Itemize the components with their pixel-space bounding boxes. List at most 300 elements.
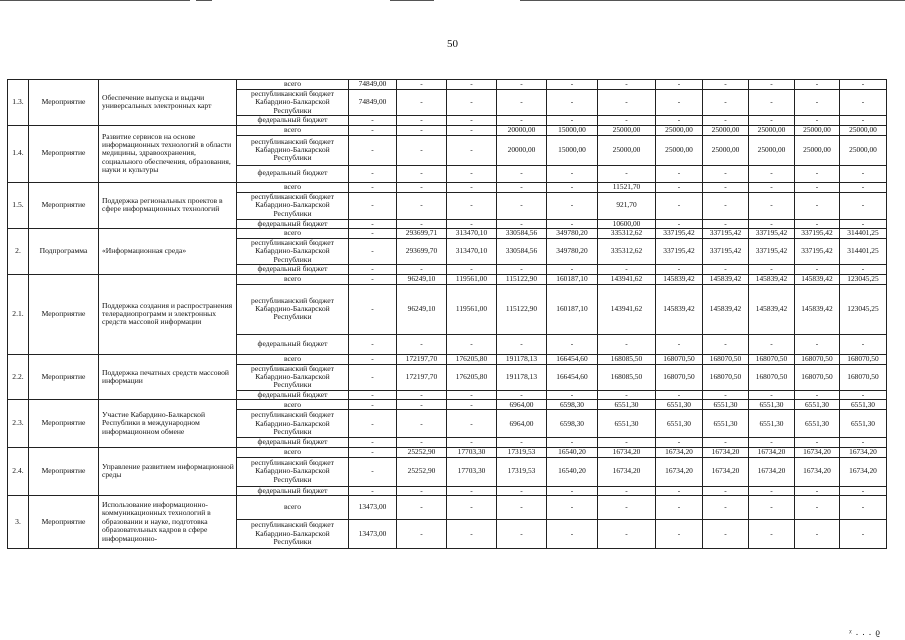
amount-cell: 335312,62 — [598, 229, 656, 239]
amount-cell: - — [598, 486, 656, 495]
funding-source: республиканский бюджет Кабардино-Балкарской Республики — [237, 192, 349, 219]
amount-cell: - — [349, 182, 397, 192]
row-number: 1.3. — [8, 80, 29, 126]
amount-cell: 25252,90 — [397, 457, 447, 486]
amount-cell: 6551,30 — [598, 400, 656, 410]
amount-cell: - — [397, 182, 447, 192]
amount-cell: 16540,20 — [547, 447, 598, 457]
amount-cell: 6551,30 — [840, 410, 887, 438]
measure-name: Развитие сервисов на основе информационных технологий в области медицины, здравоохранения, социального обеспечения, образования, науки и культуры — [99, 125, 237, 182]
funding-source: республиканский бюджет Кабардино-Балкарской Республики — [237, 457, 349, 486]
amount-cell: - — [447, 116, 497, 125]
measure-name: Поддержка создания и распространения телерадиопрограмм и электронных средств массовой информации — [99, 274, 237, 354]
amount-cell: - — [795, 219, 840, 228]
amount-cell: 191178,13 — [497, 354, 547, 364]
amount-cell: - — [795, 265, 840, 274]
amount-cell: 123045,25 — [840, 284, 887, 334]
amount-cell: 330584,56 — [497, 239, 547, 265]
amount-cell: - — [397, 400, 447, 410]
amount-cell: 74849,00 — [349, 90, 397, 116]
amount-cell: - — [497, 219, 547, 228]
amount-cell: - — [656, 182, 703, 192]
funding-source: федеральный бюджет — [237, 165, 349, 182]
amount-cell: - — [397, 334, 447, 354]
amount-cell: - — [397, 219, 447, 228]
amount-cell: - — [656, 116, 703, 125]
amount-cell: - — [447, 496, 497, 520]
amount-cell: 25000,00 — [598, 135, 656, 165]
amount-cell: 6551,30 — [795, 410, 840, 438]
amount-cell: - — [840, 80, 887, 90]
amount-cell: - — [598, 520, 656, 549]
amount-cell: 10600,00 — [598, 219, 656, 228]
amount-cell: 25000,00 — [749, 125, 795, 135]
amount-cell: - — [497, 90, 547, 116]
amount-cell: - — [397, 90, 447, 116]
table-row — [8, 125, 887, 135]
amount-cell: - — [795, 80, 840, 90]
table-body — [8, 80, 887, 549]
amount-cell: - — [795, 116, 840, 125]
amount-cell: 25000,00 — [656, 125, 703, 135]
amount-cell: 168070,50 — [656, 354, 703, 364]
table-row — [8, 182, 887, 192]
measure-name: Использование информационно-коммуникационных технологий в образовании и науке, подготовка образовательных кадров в сфере информационно- — [99, 496, 237, 549]
amount-cell: - — [547, 390, 598, 399]
measure-name: Поддержка региональных проектов в сфере информационных технологий — [99, 182, 237, 228]
amount-cell: - — [447, 90, 497, 116]
amount-cell: 166454,60 — [547, 364, 598, 390]
amount-cell: 168070,50 — [795, 364, 840, 390]
amount-cell: - — [795, 520, 840, 549]
amount-cell: - — [749, 265, 795, 274]
amount-cell: - — [397, 496, 447, 520]
amount-cell: 145839,42 — [656, 284, 703, 334]
amount-cell: 16734,20 — [703, 457, 749, 486]
funding-source: всего — [237, 80, 349, 90]
amount-cell: - — [547, 90, 598, 116]
amount-cell: - — [349, 447, 397, 457]
budget-table — [7, 79, 887, 549]
funding-source: всего — [237, 496, 349, 520]
amount-cell: - — [349, 486, 397, 495]
footer-mark: ᵡ . . . ϱ — [849, 627, 881, 637]
amount-cell: 313470,10 — [447, 239, 497, 265]
amount-cell: 16734,20 — [656, 447, 703, 457]
amount-cell: - — [349, 390, 397, 399]
amount-cell: - — [598, 496, 656, 520]
amount-cell: - — [656, 438, 703, 447]
funding-source: всего — [237, 125, 349, 135]
funding-source: республиканский бюджет Кабардино-Балкарской Республики — [237, 520, 349, 549]
amount-cell: 96249,10 — [397, 284, 447, 334]
funding-source: республиканский бюджет Кабардино-Балкарской Республики — [237, 239, 349, 265]
amount-cell: 74849,00 — [349, 80, 397, 90]
funding-source: всего — [237, 354, 349, 364]
amount-cell: - — [397, 116, 447, 125]
amount-cell: 6551,30 — [703, 400, 749, 410]
amount-cell: - — [656, 219, 703, 228]
amount-cell: - — [749, 192, 795, 219]
amount-cell: - — [703, 265, 749, 274]
amount-cell: 337195,42 — [703, 229, 749, 239]
amount-cell: - — [840, 90, 887, 116]
amount-cell: 123045,25 — [840, 274, 887, 284]
amount-cell: - — [840, 390, 887, 399]
amount-cell: 13473,00 — [349, 520, 397, 549]
amount-cell: - — [598, 390, 656, 399]
amount-cell: 168070,50 — [703, 364, 749, 390]
funding-source: всего — [237, 182, 349, 192]
amount-cell: 25252,90 — [397, 447, 447, 457]
amount-cell: - — [703, 334, 749, 354]
amount-cell: - — [598, 80, 656, 90]
amount-cell: - — [397, 520, 447, 549]
row-number: 2.2. — [8, 354, 29, 400]
amount-cell: 15000,00 — [547, 135, 598, 165]
amount-cell: 337195,42 — [656, 239, 703, 265]
top-scan-line — [0, 0, 190, 1]
amount-cell: 16734,20 — [598, 447, 656, 457]
amount-cell: 17703,30 — [447, 457, 497, 486]
amount-cell: - — [547, 219, 598, 228]
amount-cell: - — [840, 438, 887, 447]
amount-cell: - — [349, 135, 397, 165]
amount-cell: 160187,10 — [547, 284, 598, 334]
funding-source: федеральный бюджет — [237, 486, 349, 495]
amount-cell: - — [749, 116, 795, 125]
row-type: Мероприятие — [29, 447, 99, 495]
amount-cell: - — [795, 496, 840, 520]
amount-cell: - — [397, 410, 447, 438]
amount-cell: 25000,00 — [656, 135, 703, 165]
amount-cell: 143941,62 — [598, 284, 656, 334]
amount-cell: 16540,20 — [547, 457, 598, 486]
amount-cell: 96249,10 — [397, 274, 447, 284]
amount-cell: - — [598, 265, 656, 274]
amount-cell: - — [397, 125, 447, 135]
row-type: Мероприятие — [29, 182, 99, 228]
amount-cell: - — [397, 486, 447, 495]
amount-cell: - — [547, 438, 598, 447]
amount-cell: 168070,50 — [795, 354, 840, 364]
row-number: 2. — [8, 229, 29, 275]
amount-cell: - — [598, 90, 656, 116]
amount-cell: - — [795, 486, 840, 495]
amount-cell: - — [656, 520, 703, 549]
table-row — [8, 274, 887, 284]
amount-cell: 337195,42 — [749, 239, 795, 265]
amount-cell: - — [749, 90, 795, 116]
amount-cell: 166454,60 — [547, 354, 598, 364]
amount-cell: - — [703, 182, 749, 192]
amount-cell: 6551,30 — [656, 410, 703, 438]
amount-cell: 6551,30 — [749, 400, 795, 410]
amount-cell: 168085,50 — [598, 354, 656, 364]
amount-cell: 15000,00 — [547, 125, 598, 135]
amount-cell: - — [840, 182, 887, 192]
funding-source: всего — [237, 229, 349, 239]
amount-cell: - — [749, 438, 795, 447]
amount-cell: - — [703, 90, 749, 116]
amount-cell: - — [840, 520, 887, 549]
amount-cell: - — [447, 192, 497, 219]
amount-cell: - — [656, 334, 703, 354]
funding-source: федеральный бюджет — [237, 390, 349, 399]
funding-source: федеральный бюджет — [237, 438, 349, 447]
amount-cell: - — [497, 116, 547, 125]
amount-cell: - — [547, 496, 598, 520]
amount-cell: - — [547, 182, 598, 192]
amount-cell: 349780,20 — [547, 239, 598, 265]
amount-cell: 293699,70 — [397, 239, 447, 265]
amount-cell: - — [795, 334, 840, 354]
funding-source: федеральный бюджет — [237, 116, 349, 125]
amount-cell: - — [349, 265, 397, 274]
amount-cell: - — [349, 410, 397, 438]
amount-cell: - — [840, 116, 887, 125]
amount-cell: - — [447, 390, 497, 399]
amount-cell: - — [656, 390, 703, 399]
row-number: 2.4. — [8, 447, 29, 495]
amount-cell: 6551,30 — [656, 400, 703, 410]
amount-cell: 145839,42 — [703, 274, 749, 284]
amount-cell: 16734,20 — [656, 457, 703, 486]
amount-cell: - — [703, 192, 749, 219]
amount-cell: - — [497, 80, 547, 90]
amount-cell: - — [703, 496, 749, 520]
funding-source: федеральный бюджет — [237, 265, 349, 274]
amount-cell: - — [703, 80, 749, 90]
amount-cell: - — [397, 165, 447, 182]
row-type: Мероприятие — [29, 125, 99, 182]
amount-cell: 145839,42 — [703, 284, 749, 334]
amount-cell: 314401,25 — [840, 229, 887, 239]
funding-source: республиканский бюджет Кабардино-Балкарской Республики — [237, 284, 349, 334]
table-row — [8, 354, 887, 364]
row-type: Подпрограмма — [29, 229, 99, 275]
amount-cell: - — [547, 80, 598, 90]
amount-cell: - — [447, 125, 497, 135]
amount-cell: 314401,25 — [840, 239, 887, 265]
amount-cell: 6551,30 — [795, 400, 840, 410]
amount-cell: - — [749, 334, 795, 354]
funding-source: республиканский бюджет Кабардино-Балкарской Республики — [237, 135, 349, 165]
amount-cell: - — [795, 192, 840, 219]
amount-cell: 6598,30 — [547, 400, 598, 410]
amount-cell: - — [447, 410, 497, 438]
amount-cell: 17703,30 — [447, 447, 497, 457]
amount-cell: - — [349, 125, 397, 135]
funding-source: всего — [237, 447, 349, 457]
row-type: Мероприятие — [29, 354, 99, 400]
amount-cell: - — [497, 438, 547, 447]
amount-cell: 6551,30 — [703, 410, 749, 438]
amount-cell: 337195,42 — [703, 239, 749, 265]
amount-cell: 337195,42 — [795, 229, 840, 239]
amount-cell: 349780,20 — [547, 229, 598, 239]
amount-cell: - — [497, 486, 547, 495]
amount-cell: - — [497, 192, 547, 219]
amount-cell: - — [349, 334, 397, 354]
amount-cell: - — [349, 165, 397, 182]
amount-cell: - — [497, 182, 547, 192]
amount-cell: 293699,71 — [397, 229, 447, 239]
amount-cell: - — [397, 135, 447, 165]
amount-cell: 337195,42 — [749, 229, 795, 239]
amount-cell: 921,70 — [598, 192, 656, 219]
amount-cell: - — [656, 165, 703, 182]
amount-cell: - — [349, 457, 397, 486]
amount-cell: - — [349, 229, 397, 239]
amount-cell: 168085,50 — [598, 364, 656, 390]
amount-cell: - — [349, 192, 397, 219]
amount-cell: - — [703, 219, 749, 228]
amount-cell: - — [397, 80, 447, 90]
table-row — [8, 229, 887, 239]
row-number: 2.1. — [8, 274, 29, 354]
row-number: 3. — [8, 496, 29, 549]
amount-cell: - — [547, 265, 598, 274]
funding-source: федеральный бюджет — [237, 219, 349, 228]
row-number: 2.3. — [8, 400, 29, 447]
amount-cell: 143941,62 — [598, 274, 656, 284]
amount-cell: - — [349, 239, 397, 265]
funding-source: республиканский бюджет Кабардино-Балкарской Республики — [237, 410, 349, 438]
amount-cell: - — [703, 520, 749, 549]
amount-cell: 16734,20 — [703, 447, 749, 457]
amount-cell: - — [497, 265, 547, 274]
amount-cell: - — [447, 80, 497, 90]
amount-cell: 337195,42 — [656, 229, 703, 239]
amount-cell: - — [349, 219, 397, 228]
amount-cell: - — [349, 354, 397, 364]
amount-cell: 168070,50 — [656, 364, 703, 390]
table-row — [8, 447, 887, 457]
amount-cell: - — [547, 165, 598, 182]
amount-cell: 115122,90 — [497, 284, 547, 334]
amount-cell: 16734,20 — [598, 457, 656, 486]
amount-cell: 191178,13 — [497, 364, 547, 390]
amount-cell: 119561,00 — [447, 284, 497, 334]
amount-cell: 6964,00 — [497, 400, 547, 410]
amount-cell: - — [397, 438, 447, 447]
amount-cell: 168070,50 — [840, 364, 887, 390]
amount-cell: 16734,20 — [840, 457, 887, 486]
amount-cell: 145839,42 — [749, 274, 795, 284]
amount-cell: - — [840, 219, 887, 228]
table-row — [8, 496, 887, 520]
amount-cell: - — [397, 390, 447, 399]
amount-cell: - — [656, 496, 703, 520]
amount-cell: - — [749, 390, 795, 399]
amount-cell: 25000,00 — [749, 135, 795, 165]
amount-cell: - — [656, 90, 703, 116]
amount-cell: - — [840, 192, 887, 219]
amount-cell: - — [795, 165, 840, 182]
amount-cell: - — [656, 80, 703, 90]
amount-cell: - — [447, 400, 497, 410]
amount-cell: 11521,70 — [598, 182, 656, 192]
top-scan-line — [390, 0, 434, 1]
amount-cell: 20000,00 — [497, 135, 547, 165]
amount-cell: 25000,00 — [795, 135, 840, 165]
row-number: 1.4. — [8, 125, 29, 182]
amount-cell: - — [749, 486, 795, 495]
amount-cell: - — [749, 182, 795, 192]
amount-cell: - — [497, 520, 547, 549]
amount-cell: - — [703, 116, 749, 125]
measure-name: Управление развитием информационной среды — [99, 447, 237, 495]
amount-cell: 16734,20 — [749, 457, 795, 486]
amount-cell: - — [598, 438, 656, 447]
amount-cell: - — [547, 520, 598, 549]
amount-cell: - — [447, 135, 497, 165]
measure-name: Поддержка печатных средств массовой информации — [99, 354, 237, 400]
funding-source: всего — [237, 274, 349, 284]
amount-cell: - — [497, 496, 547, 520]
amount-cell: - — [795, 90, 840, 116]
amount-cell: - — [598, 116, 656, 125]
amount-cell: - — [703, 486, 749, 495]
amount-cell: - — [447, 219, 497, 228]
amount-cell: 6551,30 — [598, 410, 656, 438]
amount-cell: 313470,10 — [447, 229, 497, 239]
amount-cell: 6964,00 — [497, 410, 547, 438]
funding-source: республиканский бюджет Кабардино-Балкарской Республики — [237, 90, 349, 116]
amount-cell: - — [749, 520, 795, 549]
amount-cell: 20000,00 — [497, 125, 547, 135]
funding-source: всего — [237, 400, 349, 410]
amount-cell: 168070,50 — [703, 354, 749, 364]
amount-cell: - — [397, 265, 447, 274]
amount-cell: - — [349, 400, 397, 410]
amount-cell: 337195,42 — [795, 239, 840, 265]
amount-cell: - — [749, 165, 795, 182]
amount-cell: 16734,20 — [749, 447, 795, 457]
amount-cell: - — [447, 334, 497, 354]
amount-cell: - — [795, 182, 840, 192]
amount-cell: - — [547, 486, 598, 495]
row-number: 1.5. — [8, 182, 29, 228]
amount-cell: - — [547, 192, 598, 219]
amount-cell: 25000,00 — [840, 125, 887, 135]
amount-cell: 176205,80 — [447, 354, 497, 364]
amount-cell: 16734,20 — [795, 457, 840, 486]
top-scan-line — [520, 0, 905, 1]
amount-cell: - — [598, 165, 656, 182]
amount-cell: 16734,20 — [840, 447, 887, 457]
row-type: Мероприятие — [29, 80, 99, 126]
row-type: Мероприятие — [29, 400, 99, 447]
row-type: Мероприятие — [29, 274, 99, 354]
amount-cell: 16734,20 — [795, 447, 840, 457]
amount-cell: 25000,00 — [703, 135, 749, 165]
amount-cell: 172197,70 — [397, 354, 447, 364]
top-scan-line — [196, 0, 212, 1]
amount-cell: - — [703, 390, 749, 399]
amount-cell: - — [497, 165, 547, 182]
amount-cell: - — [349, 116, 397, 125]
amount-cell: 145839,42 — [749, 284, 795, 334]
amount-cell: - — [598, 334, 656, 354]
amount-cell: - — [656, 265, 703, 274]
amount-cell: 25000,00 — [795, 125, 840, 135]
amount-cell: 145839,42 — [795, 274, 840, 284]
amount-cell: 6551,30 — [749, 410, 795, 438]
amount-cell: 6551,30 — [840, 400, 887, 410]
amount-cell: 145839,42 — [795, 284, 840, 334]
